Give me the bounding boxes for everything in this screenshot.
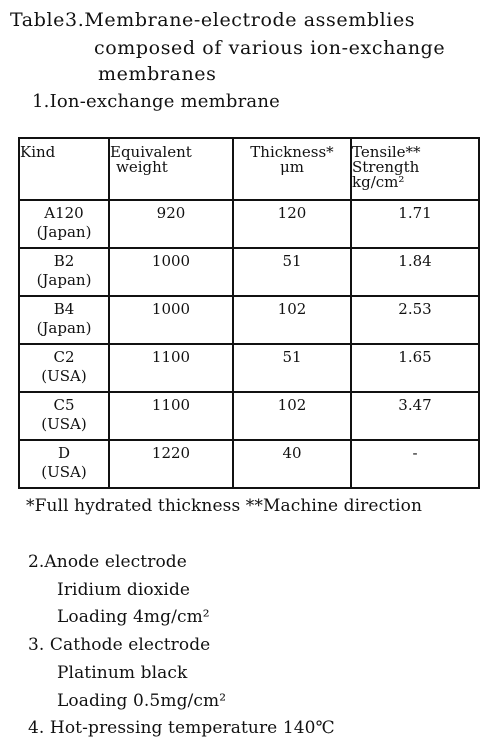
kind-name: B2	[53, 252, 75, 270]
table-title-line-2: composed of various ion-exchange	[94, 37, 446, 59]
cell-thickness: 102	[233, 296, 351, 344]
table-row	[19, 248, 479, 296]
membrane-table	[18, 137, 480, 489]
kind-origin: (USA)	[41, 367, 87, 385]
cell-kind	[19, 248, 109, 296]
cell-tensile-strength: 1.71	[351, 200, 479, 248]
header-tensile-strength-line-1: Tensile**	[352, 143, 421, 161]
kind-name: D	[57, 444, 71, 462]
cell-equivalent-weight: 1000	[109, 248, 233, 296]
kind-origin: (USA)	[41, 415, 87, 433]
table-title-line-1: Table3.Membrane-electrode assemblies	[10, 9, 416, 31]
kind-name: C5	[53, 396, 75, 414]
cell-tensile-strength: -	[351, 440, 479, 488]
cell-tensile-strength: 1.65	[351, 344, 479, 392]
kind-origin: (Japan)	[36, 223, 92, 241]
kind-origin: (Japan)	[36, 319, 92, 337]
cell-tensile-strength: 1.84	[351, 248, 479, 296]
kind-origin: (Japan)	[36, 271, 92, 289]
header-thickness-line-1: Thickness*	[250, 143, 334, 161]
header-kind-label: Kind	[20, 143, 56, 161]
header-tensile-strength	[351, 138, 479, 200]
hot-pressing-temperature: 4. Hot-pressing temperature 140℃	[28, 718, 335, 738]
cell-equivalent-weight: 1220	[109, 440, 233, 488]
cell-kind	[19, 200, 109, 248]
cathode-electrode-loading: Loading 0.5mg/cm²	[57, 691, 227, 711]
table-row	[19, 392, 479, 440]
kind-origin: (USA)	[41, 463, 87, 481]
anode-electrode-heading: 2.Anode electrode	[28, 552, 187, 572]
cell-kind	[19, 392, 109, 440]
table-row	[19, 200, 479, 248]
anode-electrode-loading: Loading 4mg/cm²	[57, 607, 210, 627]
header-equivalent-weight-line-2: weight	[116, 158, 168, 176]
anode-electrode-material: Iridium dioxide	[57, 580, 191, 600]
table-row	[19, 344, 479, 392]
cell-tensile-strength: 2.53	[351, 296, 479, 344]
header-equivalent-weight-line-1: Equivalent	[110, 143, 192, 161]
cell-equivalent-weight: 1100	[109, 344, 233, 392]
cell-kind	[19, 440, 109, 488]
cell-thickness: 51	[233, 344, 351, 392]
cell-equivalent-weight: 1000	[109, 296, 233, 344]
cell-kind	[19, 344, 109, 392]
table-header-row	[19, 138, 479, 200]
header-tensile-strength-line-3: kg/cm²	[352, 173, 405, 191]
table-row	[19, 440, 479, 488]
header-kind	[19, 138, 109, 200]
cell-thickness: 51	[233, 248, 351, 296]
table-footnote: *Full hydrated thickness **Machine direction	[26, 496, 423, 516]
cell-kind	[19, 296, 109, 344]
header-equivalent-weight	[109, 138, 233, 200]
cathode-electrode-heading: 3. Cathode electrode	[28, 635, 211, 655]
cell-thickness: 120	[233, 200, 351, 248]
kind-name: A120	[44, 204, 84, 222]
cell-equivalent-weight: 920	[109, 200, 233, 248]
cell-tensile-strength: 3.47	[351, 392, 479, 440]
header-thickness-line-2: μm	[280, 158, 304, 176]
cell-equivalent-weight: 1100	[109, 392, 233, 440]
cell-thickness: 40	[233, 440, 351, 488]
header-thickness	[233, 138, 351, 200]
cell-thickness: 102	[233, 392, 351, 440]
table-row	[19, 296, 479, 344]
section-heading-ion-exchange-membrane: 1.Ion-exchange membrane	[32, 91, 280, 112]
kind-name: B4	[53, 300, 75, 318]
header-tensile-strength-line-2: Strength	[352, 158, 420, 176]
table-title-line-3: membranes	[98, 63, 217, 85]
cathode-electrode-material: Platinum black	[57, 663, 188, 683]
kind-name: C2	[53, 348, 75, 366]
